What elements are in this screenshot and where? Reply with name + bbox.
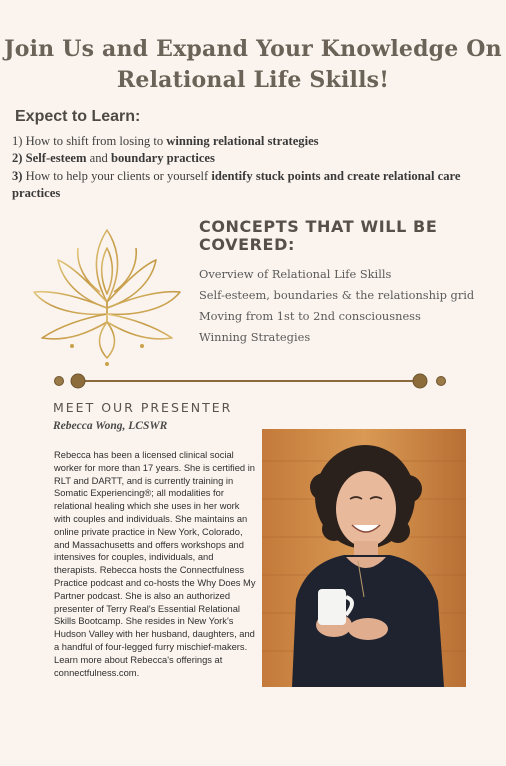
concepts-list bbox=[199, 264, 504, 348]
lotus-icon bbox=[28, 218, 186, 368]
title-line-2: Relational Life Skills! bbox=[116, 67, 390, 93]
ornamental-divider bbox=[52, 370, 448, 392]
expect-item-2: 2) Self-esteem and boundary practices bbox=[12, 151, 215, 166]
presenter-name: Rebecca Wong, LCSWR bbox=[53, 420, 168, 432]
concepts-heading: CONCEPTS THAT WILL BE COVERED: bbox=[199, 217, 438, 254]
concept-item: Self-esteem, boundaries & the relationship grid bbox=[199, 288, 475, 302]
page-title bbox=[0, 34, 506, 96]
title-line-1: Join Us and Expand Your Knowledge On bbox=[4, 36, 502, 62]
expect-list bbox=[12, 133, 492, 202]
presenter-heading: MEET OUR PRESENTER bbox=[53, 400, 233, 415]
presenter-photo bbox=[262, 429, 466, 687]
expect-heading: Expect to Learn: bbox=[15, 108, 141, 125]
concept-item: Overview of Relational Life Skills bbox=[199, 267, 392, 281]
concept-item: Winning Strategies bbox=[199, 330, 311, 344]
presenter-bio: Rebecca has been a licensed clinical social worker for more than 17 years. She is certified in RLT and DARTT, and is currently training in Somatic Experiencing®; all modalities for relational healing which she uses in her work with couples and individuals. She maintains an online private practice in New York, Colorado, and Massachusetts and offers workshops and intensives for couples, individuals, and therapists. Rebecca hosts the Connectfulness Practice podcast and co-hosts the Why Does My Partner podcast. She is also an authorized presenter of Terry Real's Essential Relational Skills Bootcamp. She resides in New York's Hudson Valley with her husband, daughters, and a handful of four-legged furry mischief-makers. Learn more about Rebecca's offerings at connectfulness.com. bbox=[54, 450, 256, 678]
concept-item: Moving from 1st to 2nd consciousness bbox=[199, 309, 421, 323]
expect-item-3: 3) How to help your clients or yourself identify stuck points and create relational care practices bbox=[12, 168, 461, 200]
expect-item-1: 1) How to shift from losing to winning relational strategies bbox=[12, 134, 319, 148]
